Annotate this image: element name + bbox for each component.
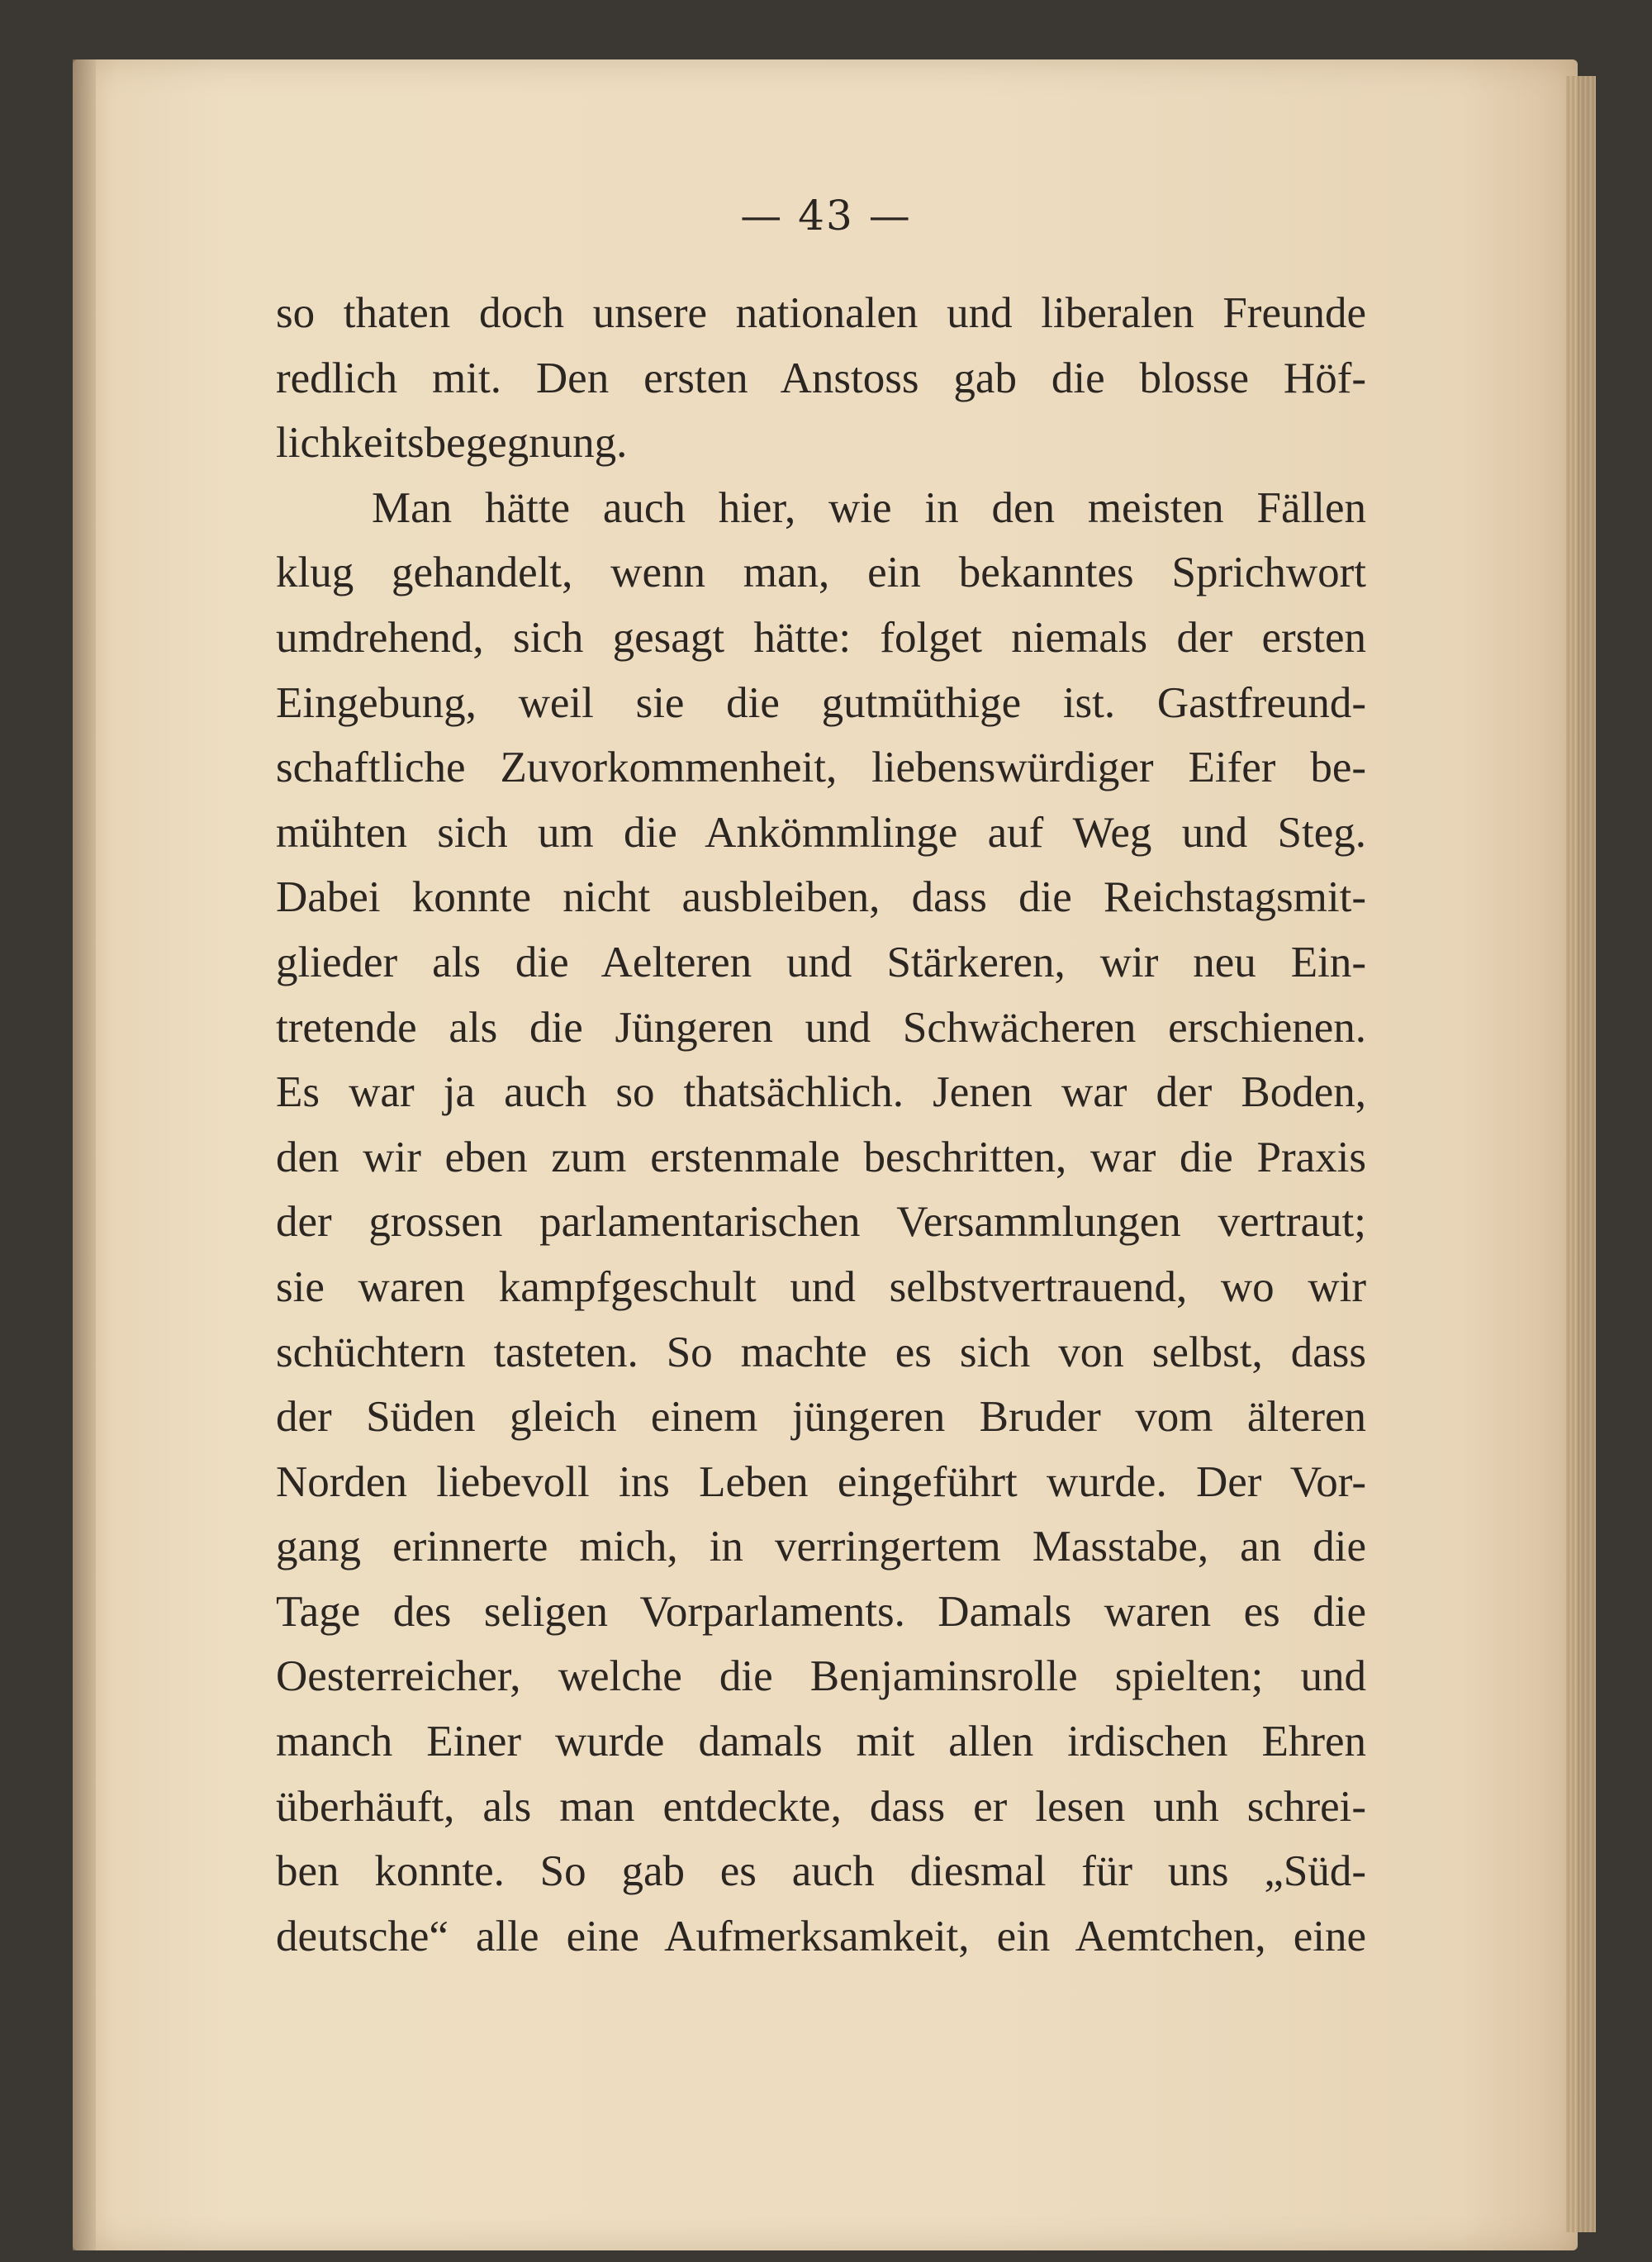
page-number: — 43 — <box>740 192 912 240</box>
text-line: redlich mit. Den ersten Anstoss gab die blosse Höf- <box>276 354 1366 402</box>
text-line: manch Einer wurde damals mit allen irdischen Ehren <box>276 1718 1366 1766</box>
text-line: sie waren kampfgeschult und selbstvertrauend, wo wir <box>276 1262 1366 1311</box>
text-line: Tage des seligen Vorparlaments. Damals waren es die <box>276 1587 1366 1636</box>
text-line: lichkeitsbegegnung. <box>276 419 628 468</box>
text-line: der grossen parlamentarischen Versammlungen vertraut; <box>276 1198 1366 1247</box>
text-line: den wir eben zum erstenmale beschritten, war die Praxis <box>276 1133 1366 1181</box>
text-line: überhäuft, als man entdeckte, dass er lesen unh schrei- <box>276 1782 1366 1831</box>
text-line: Es war ja auch so thatsächlich. Jenen war der Boden, <box>276 1068 1366 1117</box>
page-edges <box>1566 76 1596 2232</box>
text-line: glieder als die Aelteren und Stärkeren, wir neu Ein- <box>276 938 1366 986</box>
text-line: ben konnte. So gab es auch diesmal für uns „Süd- <box>276 1847 1366 1896</box>
text-line: deutsche“ alle eine Aufmerksamkeit, ein Aemtchen, eine <box>276 1912 1366 1960</box>
text-line: gang erinnerte mich, in verringertem Masstabe, an die <box>276 1523 1366 1571</box>
text-line: Norden liebevoll ins Leben eingeführt wurde. Der Vor- <box>276 1457 1366 1506</box>
text-line: umdrehend, sich gesagt hätte: folget niemals der ersten <box>276 613 1366 662</box>
text-line: Dabei konnte nicht ausbleiben, dass die Reichstagsmit- <box>276 873 1366 922</box>
text-line: schaftliche Zuvorkommenheit, liebenswürdiger Eifer be- <box>276 744 1366 792</box>
text-line: klug gehandelt, wenn man, ein bekanntes Sprichwort <box>276 549 1366 597</box>
text-line: der Süden gleich einem jüngeren Bruder vom älteren <box>276 1393 1366 1442</box>
text-line: so thaten doch unsere nationalen und liberalen Freunde <box>276 289 1366 337</box>
text-line: tretende als die Jüngeren und Schwächeren erschienen. <box>276 1003 1366 1052</box>
text-line: Man hätte auch hier, wie in den meisten Fällen <box>372 483 1366 532</box>
text-line: Eingebung, weil sie die gutmüthige ist. Gastfreund- <box>276 678 1366 727</box>
text-line: schüchtern tasteten. So machte es sich von selbst, dass <box>276 1328 1366 1376</box>
book-gutter <box>73 59 96 2250</box>
body-text <box>276 281 1366 1969</box>
text-line: mühten sich um die Ankömmlinge auf Weg und Steg. <box>276 808 1366 857</box>
text-line: Oesterreicher, welche die Benjaminsrolle spielten; und <box>276 1652 1366 1701</box>
